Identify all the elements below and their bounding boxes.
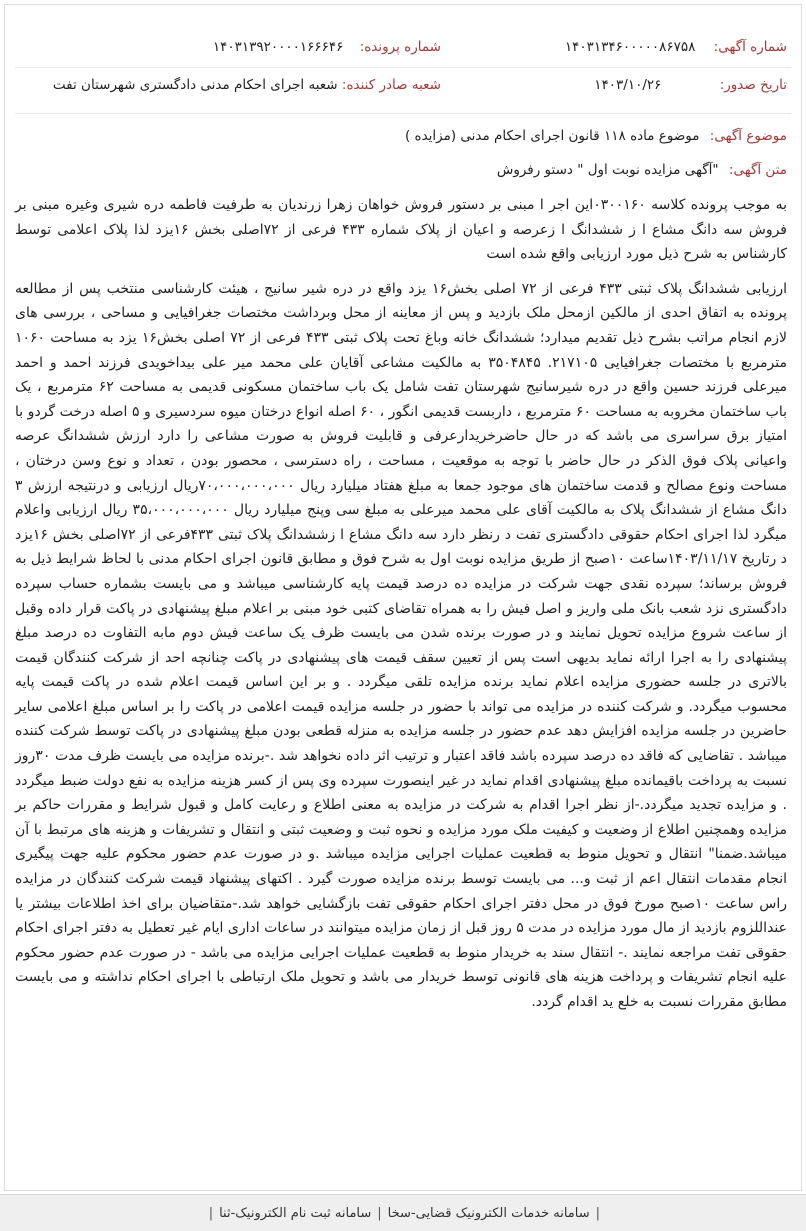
notice-frame	[4, 4, 802, 1191]
notice-text-value: "آگهی مزایده نوبت اول " دستو رفروش	[496, 162, 719, 178]
footer-separator: |	[595, 1205, 600, 1221]
issue-date-label: تاریخ صدور:	[719, 77, 787, 93]
footer-bar	[0, 1194, 806, 1231]
subject-label: موضوع آگهی:	[709, 128, 787, 144]
body-paragraph-1: به موجب پرونده کلاسه ۰۳۰۰۱۶۰این اجر ا مبنی بر دستور فروش خواهان زهرا زرندیان به طرفیت فاطمه دره شیری وغیره مبنی بر فروش سه دانگ مشاع ا ز ششدانگ ا زعرصه و اعیان از پلاک شماره ۴۳۳ فرعی از ۷۲اصلی بخش ۱۶یزد لذا پلاک اعلامی توسط کارشناس به شرح ذیل مورد ارزیابی واقع شده است	[15, 197, 787, 263]
notice-number-value: ۱۴۰۳۱۳۴۶۰۰۰۰۰۸۶۷۵۸	[564, 39, 696, 55]
subject-line	[19, 125, 787, 147]
header-row-1	[19, 35, 787, 59]
issuer-value: شعبه اجرای احکام مدنی دادگستری شهرستان تفت	[52, 77, 338, 93]
issue-date-value: ۱۴۰۳/۱۰/۲۶	[594, 77, 662, 93]
notice-text-line	[19, 159, 787, 181]
issuer	[53, 73, 441, 97]
subject-value: موضوع ماده ۱۱۸ قانون اجرای احکام مدنی (مزایده )	[404, 128, 700, 144]
issuer-label: شعبه صادر کننده:	[341, 77, 441, 93]
header-divider-1	[15, 67, 791, 68]
footer-link-sana[interactable]: سامانه ثبت نام الکترونیک-ثنا	[219, 1205, 372, 1221]
header-divider-2	[15, 113, 791, 114]
case-number-value: ۱۴۰۳۱۳۹۲۰۰۰۰۱۶۶۶۴۶	[212, 39, 344, 55]
notice-number-label: شماره آگهی:	[713, 39, 787, 55]
issue-date	[594, 73, 787, 97]
case-number-label: شماره پرونده:	[359, 39, 441, 55]
notice-text-label: متن آگهی:	[728, 162, 787, 178]
body-paragraph-2: ارزیابی ششدانگ پلاک ثبتی ۴۳۳ فرعی از ۷۲ اصلی بخش۱۶ یزد واقع در دره شیر سانیج ، هیئت کارشناسی منتخب پس از مطالعه پرونده به اتفاق احدی از مالکین ازمحل ملک بازدید و پس از معاینه از محل وبرداشت مختصات جغرافیایی و مساحی ، بررسی های لازم انجام مراتب بشرح ذیل تقدیم میدارد؛ ششدانگ خانه وباغ تحت پلاک ثبتی ۴۳۳ فرعی از ۷۲ اصلی بخش۱۶ یزد به مساحت ۱۰۶۰ مترمربع با مختصات جغرافیایی ۲۱۷۱۰۵. ۳۵۰۴۸۴۵ به مالکیت مشاعی آقایان علی محمد میر علی بیداخویدی فرزند احمد و احمد میرعلی فرزند حسین واقع در دره شیرسانیج شهرستان تفت شامل یک باب ساختمان مسکونی قدیمی به مساحت ۶۲ مترمربع ، یک باب ساختمان مخروبه به مساحت ۶۰ مترمربع ، داربست قدیمی انگور ، ۶۰ اصله انواع درختان میوه سردسیری و ۵ اصله درخت گردو با امتیاز برق سراسری می باشد که در حال حاضرخریدارعرفی و قابلیت فروش به صورت مشاعی را دارد ارزش ششدانگ عرصه واعیانی پلاک فوق الذکر در حال حاضر با توجه به موقعیت ، مساحت ، راه دسترسی ، محصور بودن ، تعداد و نوع وسن درختان ، مساحت ونوع مصالح و قدمت ساختمان های موجود جمعا به مبلغ هفتاد میلیارد ریال ۷۰،۰۰۰،۰۰۰،۰۰۰ریال ارزیابی و درنتیجه ارزش ۳ دانگ مشاع از ششدانگ پلاک به مالکیت آقای علی محمد میرعلی به مبلغ سی وپنج میلیارد ریال ۳۵،۰۰۰،۰۰۰،۰۰۰ ریال ارزیابی واعلام میگرد لذا اجرای احکام حقوقی دادگستری تفت د رنظر دارد سه دانگ مشاع ا زششدانگ پلاک ثبتی ۴۳۳فرعی از ۷۲اصلی بخش ۱۶یزد د رتاریخ ۱۴۰۳/۱۱/۱۷ساعت ۱۰صبح از طریق مزایده نوبت اول به شرح فوق و مطابق قانون اجرای احکام مدنی با لحاظ شرایط ذیل به فروش برساند؛ سپرده نقدی جهت شرکت در مزایده ده درصد قیمت پایه کارشناسی میباشد و می بایست بشماره حساب سپرده دادگستری نزد شعب بانک ملی واریز و اصل فیش را به همراه تقاضای کتبی خود مبنی بر اعلام مبلغ پیشنهادی در پاکت قرار داده وقبل از ساعت شروع مزایده تحویل نمایند و در صورت برنده شدن می بایست ظرف یک ساعت فیش دوم مابه التفاوت ده درصد مبلغ پیشنهادی را به اجرا ارائه نماید بدیهی است پس از تعیین سقف قیمت های پیشنهادی در پاکت چنانچه احد از شرکت کنندگان قیمت بالاتری در جلسه حضوری مزایده اعلام نماید برنده مزایده تلقی میگردد . و بر این اساس قیمت اعلام شده در پاکت قیمت پایه محسوب میگردد. و شرکت کننده در مزایده می تواند با حضور در جلسه مزایده قیمت اعلامی در پاکت را بر اساس مبلغ اعلامی سایر حاضرین در جلسه مزایده افزایش دهد عدم حضور در جلسه مزایده به منزله قطعی بودن مبلغ پیشنهادی در پاکت توسط شرکت کننده میباشد . تقاضایی که فاقد ده درصد سپرده باشد فاقد اعتبار و ترتیب اثر داده نخواهد شد .-برنده مزایده می بایست ظرف مدت ۳۰روز نسبت به پرداخت باقیمانده مبلغ پیشنهادی اقدام نماید در غیر اینصورت سپرده وی پس از کسر هزینه مزایده به نفع دولت ضبط میگردد . و مزایده تجدید میگردد.-از نظر اجرا اقدام به شرکت در مزایده به معنی اطلاع و رعایت کامل و قبول شرایط و مقررات حاکم بر مزایده وهمچنین اطلاع از وضعیت و کیفیت ملک مورد مزایده و نحوه ثبت و وضعیت ثبتی و انتقال و تشریفات و هزینه های مرتبط با آن میباشد.ضمنا" انتقال و تحویل منوط به قطعیت عملیات اجرایی مزایده میباشد .و در صورت عدم حضور محکوم علیه جهت پیگیری انجام مقدمات انتقال اعم از ثبت و... می بایست توسط برنده مزایده صورت گیرد . اکتهای پیشنهاد قیمت شرکت کنندگان در مزایده راس ساعت ۱۰صبح مورخ فوق در محل دفتر اجرای احکام حقوقی تفت بازگشایی خواهد شد.-متقاضیان برای اخذ اطلاعات بیشتر یا عنداللزوم بازدید از مال مورد مزایده در مدت ۵ روز قبل از زمان مزایده میتوانند در ساعات اداری ایام غیر تعطیل به دفتر اجرای احکام حقوقی تفت مراجعه نمایند .- انتقال سند به خریدار منوط به قطعیت عملیات اجرایی مزایده می باشد - در صورت عدم حضور محکوم علیه انجام تشریفات و پرداخت هزینه های قانونی توسط خریدار می باشد و تحویل ملک ارتباطی با اجرای احکام نداشته و می بایست مطابق مقررات نسبت به خلع ید اقدام گردد.	[15, 280, 788, 1010]
footer-separator: |	[208, 1205, 214, 1221]
footer-separator: |	[377, 1205, 382, 1221]
footer-link-sakha[interactable]: سامانه خدمات الکترونیک قضایی-سخا	[387, 1205, 590, 1221]
notice-number	[565, 35, 787, 59]
case-number	[213, 35, 441, 59]
header-row-2	[19, 73, 787, 97]
notice-body	[15, 193, 787, 1025]
